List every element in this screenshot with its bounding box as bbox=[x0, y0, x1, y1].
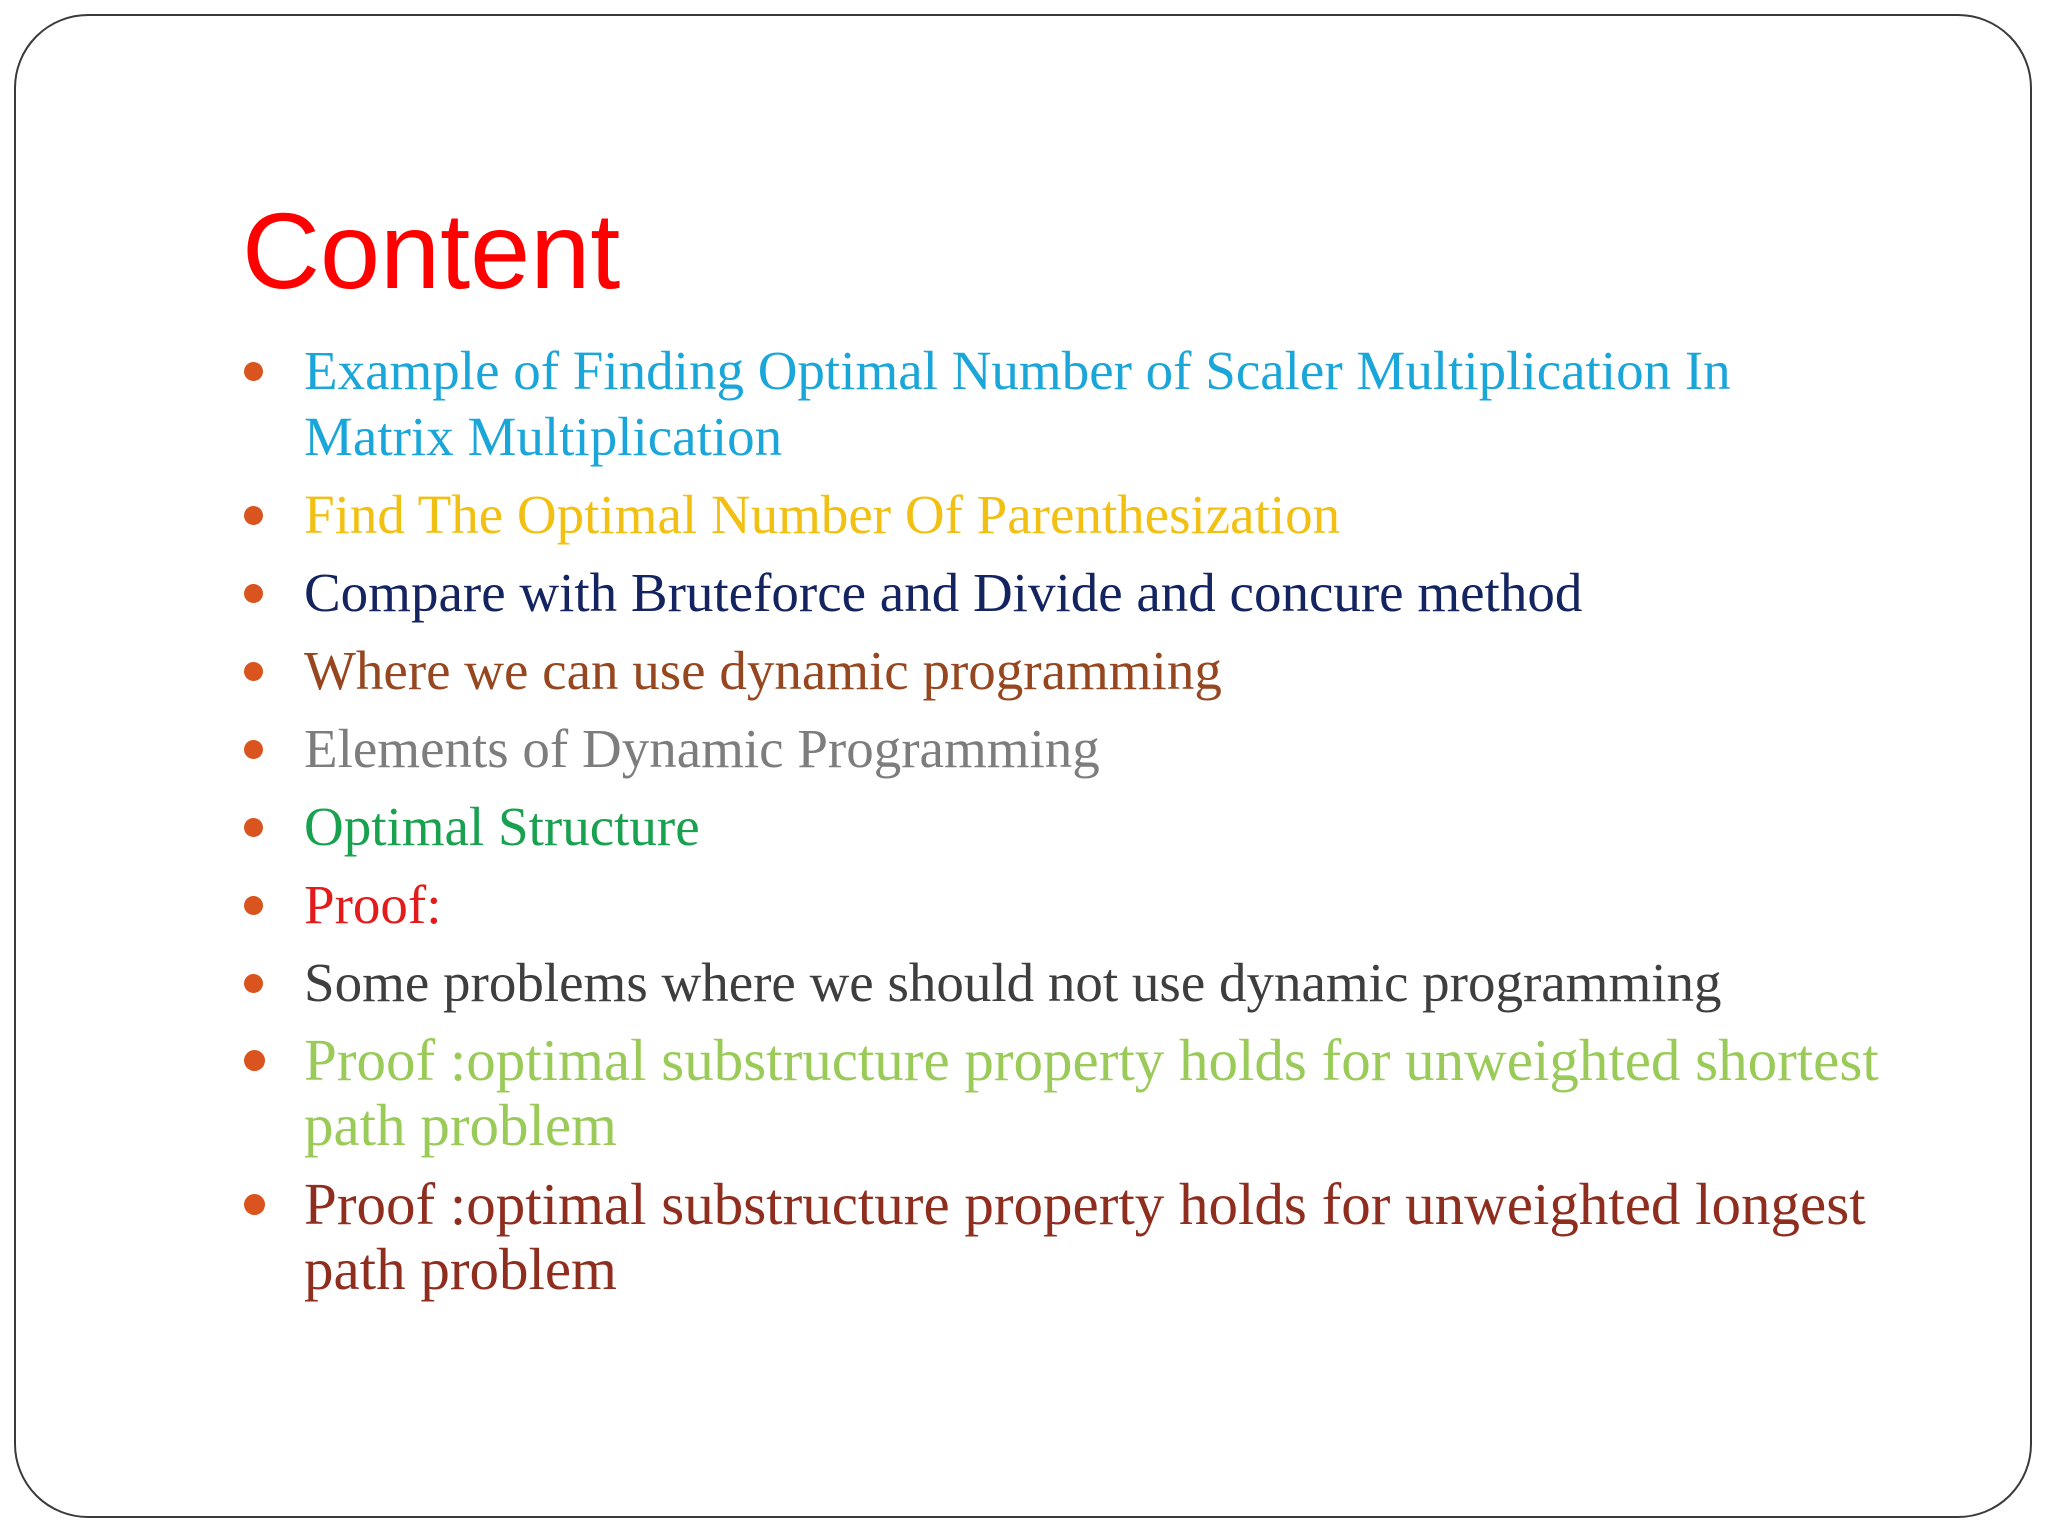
bullet-text: Optimal Structure bbox=[304, 796, 700, 857]
bullet-item bbox=[242, 950, 1892, 1016]
bullet-item bbox=[242, 872, 1892, 938]
bullet-item bbox=[242, 482, 1892, 548]
bullet-item bbox=[242, 1172, 1892, 1302]
bullet-text: Proof :optimal substructure property holds for unweighted shortest path problem bbox=[304, 1027, 1879, 1158]
slide-title: Content bbox=[242, 190, 621, 311]
bullet-dot-icon bbox=[244, 740, 263, 759]
bullet-item bbox=[242, 338, 1892, 470]
bullet-item bbox=[242, 560, 1892, 626]
bullet-dot-icon bbox=[244, 896, 263, 915]
bullet-text: Proof :optimal substructure property holds for unweighted longest path problem bbox=[304, 1171, 1866, 1302]
bullet-text: Some problems where we should not use dynamic programming bbox=[304, 952, 1722, 1013]
bullet-text: Elements of Dynamic Programming bbox=[304, 718, 1100, 779]
bullet-text: Find The Optimal Number Of Parenthesization bbox=[304, 484, 1341, 545]
content-bullet-list bbox=[242, 338, 1892, 1316]
bullet-text: Example of Finding Optimal Number of Scaler Multiplication In Matrix Multiplication bbox=[304, 340, 1731, 467]
bullet-dot-icon bbox=[244, 506, 263, 525]
bullet-dot-icon bbox=[244, 818, 263, 837]
bullet-item bbox=[242, 638, 1892, 704]
bullet-item bbox=[242, 1028, 1892, 1158]
bullet-dot-icon bbox=[244, 974, 263, 993]
bullet-item bbox=[242, 794, 1892, 860]
bullet-item bbox=[242, 716, 1892, 782]
bullet-dot-icon bbox=[244, 1194, 265, 1215]
bullet-text: Proof: bbox=[304, 874, 442, 935]
bullet-text: Compare with Bruteforce and Divide and concure method bbox=[304, 562, 1583, 623]
slide-frame bbox=[14, 14, 2032, 1518]
bullet-text: Where we can use dynamic programming bbox=[304, 640, 1222, 701]
bullet-dot-icon bbox=[244, 662, 263, 681]
bullet-dot-icon bbox=[244, 584, 263, 603]
bullet-dot-icon bbox=[244, 1050, 265, 1071]
bullet-dot-icon bbox=[244, 362, 263, 381]
